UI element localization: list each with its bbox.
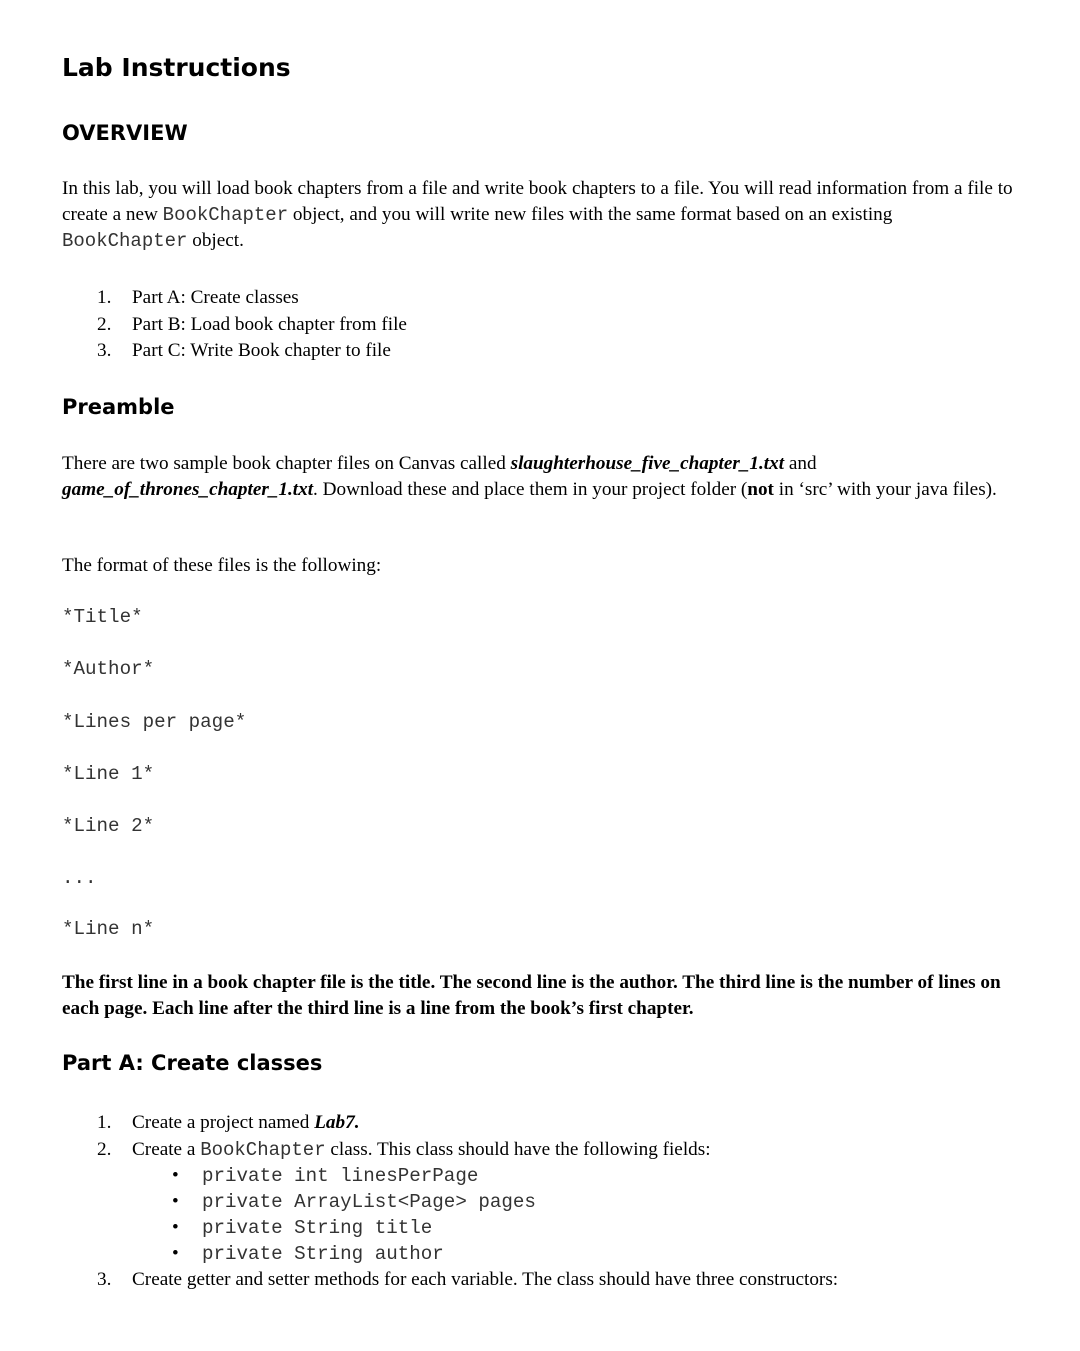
format-line: *Line n*	[62, 918, 155, 940]
code-bookchapter: BookChapter	[162, 204, 289, 226]
format-line: *Author*	[62, 658, 155, 680]
overview-paragraph: In this lab, you will load book chapters from a file and write book chapters to a file. You will read information from a file to create a new BookChapter object, and you will write new files with the same format based on an existing BookChapter object.	[62, 178, 1013, 252]
project-name: Lab7.	[314, 1112, 360, 1133]
format-line: *Title*	[62, 606, 143, 628]
code-bookchapter: BookChapter	[62, 230, 188, 252]
list-item: 3. Part C: Write Book chapter to file	[97, 340, 391, 361]
list-item: 2. Create a BookChapter class. This class should have the following fields: • private int linesPerPage • private ArrayList<Page> pages • private String title • private String author	[62, 1137, 1022, 1268]
format-line: *Line 2*	[62, 815, 155, 837]
field-item: • private String author	[132, 1241, 1022, 1267]
list-item: 1. Part A: Create classes	[97, 287, 299, 308]
code-bookchapter: BookChapter	[200, 1138, 326, 1161]
part-a-heading: Part A: Create classes	[62, 1051, 323, 1075]
field-item: • private int linesPerPage	[132, 1163, 1022, 1189]
format-line: *Line 1*	[62, 763, 155, 785]
file-name: slaughterhouse_five_chapter_1.txt	[510, 453, 785, 474]
fields-list	[132, 1163, 1022, 1267]
preamble-heading: Preamble	[62, 395, 175, 419]
field-item: • private ArrayList<Page> pages	[132, 1189, 1022, 1215]
format-intro: The format of these files is the following:	[62, 555, 382, 576]
list-item: 3. Create getter and setter methods for each variable. The class should have three constructors:	[97, 1269, 839, 1290]
format-note: The first line in a book chapter file is the title. The second line is the author. The third line is the number of lines on each page. Each line after the third line is a line from the book’s first chapter.	[62, 972, 1001, 1019]
part-a-steps	[62, 1110, 1022, 1294]
overview-heading: OVERVIEW	[62, 121, 188, 145]
field-item: • private String title	[132, 1215, 1022, 1241]
format-line: *Lines per page*	[62, 711, 247, 733]
file-name: game_of_thrones_chapter_1.txt	[62, 479, 314, 500]
document-title: Lab Instructions	[62, 53, 291, 82]
format-line: ...	[62, 867, 97, 889]
list-item: 1. Create a project named Lab7.	[97, 1112, 360, 1133]
list-item: 2. Part B: Load book chapter from file	[97, 313, 407, 335]
parts-list	[62, 285, 407, 365]
preamble-paragraph: There are two sample book chapter files on Canvas called slaughterhouse_five_chapter_1.txt and game_of_thrones_chapter_1.txt. Download these and place them in your project folder (not in ‘src’ with your java files).	[62, 453, 997, 500]
